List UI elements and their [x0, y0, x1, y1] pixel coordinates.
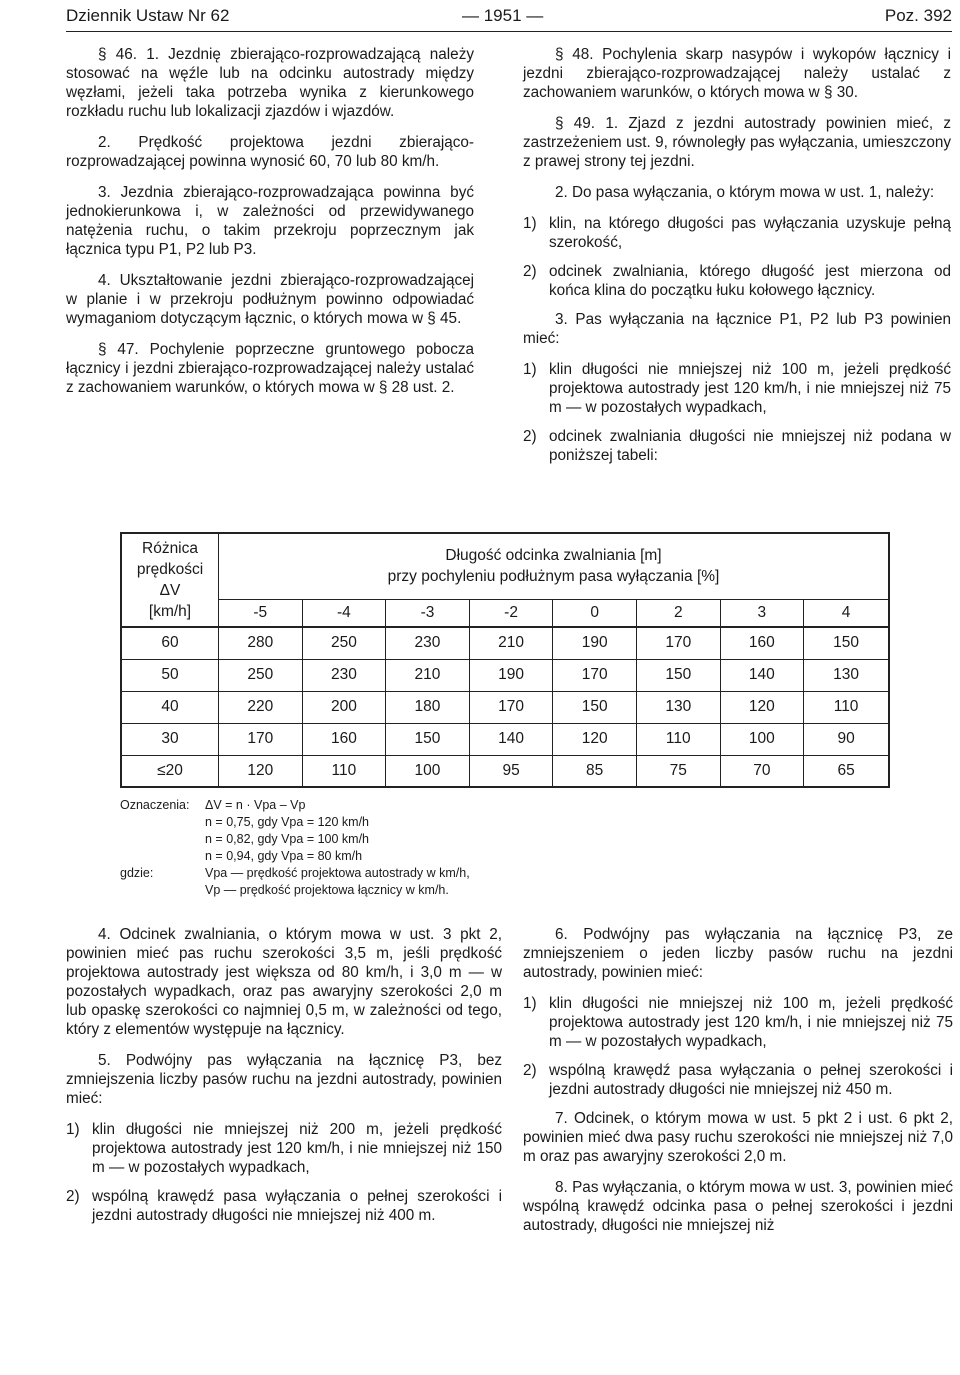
slope-cell: -2 — [469, 599, 553, 627]
list-number: 1) — [523, 995, 537, 1012]
paragraph-49-1: § 49. 1. Zjazd z jezdni autostrady powinien mieć, z zastrzeżeniem ust. 9, równoległy pas wyłączania, umieszczony z prawej strony tej jezdni. — [523, 115, 951, 170]
note-line: Vpa — prędkość projektowa autostrady w km/h, — [205, 866, 470, 880]
slope-header-row — [121, 599, 889, 627]
slope-cell: 0 — [553, 599, 637, 627]
table-cell: 90 — [804, 723, 889, 755]
list-text: wspólną krawędź pasa wyłączania o pełnej szerokości i jezdni autostrady długości nie mniejszej niż 450 m. — [549, 1062, 953, 1098]
page-number: — 1951 — — [462, 6, 544, 25]
table-row — [121, 755, 889, 787]
journal-title: Dziennik Ustaw Nr 62 — [66, 6, 230, 25]
list-text: odcinek zwalniania, którego długość jest mierzona od końca klina do początku łuku kołowego łącznicy. — [549, 263, 951, 299]
list-number: 2) — [523, 263, 537, 280]
page-header — [66, 6, 952, 34]
paragraph-49-4: 4. Odcinek zwalniania, o którym mowa w ust. 3 pkt 2, powinien mieć pas ruchu szerokości 3,5 m, jeśli prędkość projektowa autostrady jest większa od 80 km/h, i 3,0 m — w pozostałych wypadkach, oraz pas awaryjny szerokości 2,0 m lub opaskę szerokości co najmniej 0,5 m, w zależności od tego, który z elementów występuje na łącznicy. — [66, 926, 502, 1038]
table-row — [121, 723, 889, 755]
paragraph-49-6: 6. Podwójny pas wyłączania na łącznicę P3, ze zmniejszeniem o jeden liczby pasów ruchu na jezdni autostrady, powinien mieć: — [523, 926, 953, 981]
table-cell: 170 — [219, 723, 303, 755]
table-cell: 95 — [469, 755, 553, 787]
paragraph-46-1: § 46. 1. Jezdnię zbierająco-rozprowadzającą należy stosować na węźle lub na odcinku autostrady między węzłami, jeżeli taka potrzeba wynika z kierunkowego rozkładu ruchu lub lokalizacji zjazdów i wjazdów. — [66, 46, 474, 120]
table-cell: 140 — [469, 723, 553, 755]
table-row — [121, 627, 889, 659]
paragraph-47: § 47. Pochylenie poprzeczne gruntowego pobocza łącznicy i jezdni zbierająco-rozprowadzającej należy ustalać z zachowaniem warunków, o których mowa w § 28 ust. 2. — [66, 341, 474, 396]
header-line: prędkości — [136, 561, 204, 578]
paragraph-46-2: 2. Prędkość projektowa jezdni zbierająco-rozprowadzającej powinna wynosić 60, 70 lub 80 km/h. — [66, 134, 474, 170]
table-cell: 150 — [804, 627, 889, 659]
table-cell: 40 — [121, 691, 219, 723]
paragraph-46-3: 3. Jezdnia zbierająco-rozprowadzająca powinna być jednokierunkowa i, w zależności od przewidywanego natężenia ruchu, o takim przekroju poprzecznym jak łącznica typu P1, P2 lub P3. — [66, 184, 474, 258]
table-cell: 120 — [720, 691, 804, 723]
table-cell: 110 — [804, 691, 889, 723]
paragraph-46-4: 4. Ukształtowanie jezdni zbierająco-rozprowadzającej w planie i w przekroju podłużnym powinno odpowiadać wymaganiom dotyczącym łącznic, o których mowa w § 45. — [66, 272, 474, 327]
paragraph-49-2: 2. Do pasa wyłączania, o którym mowa w ust. 1, należy: — [555, 184, 935, 201]
slope-cell: -3 — [386, 599, 470, 627]
table-cell: 150 — [636, 659, 720, 691]
list-number: 1) — [523, 215, 537, 232]
table-cell: 200 — [302, 691, 386, 723]
header-line: Długość odcinka zwalniania [m] — [445, 547, 662, 565]
length-header — [219, 533, 890, 599]
table-cell: ≤20 — [121, 755, 219, 787]
list-item — [523, 994, 953, 1051]
list-number: 2) — [66, 1188, 80, 1205]
paragraph-49-3: 3. Pas wyłączania na łącznice P1, P2 lub P3 powinien mieć: — [523, 311, 951, 347]
list-text: klin długości nie mniejszej niż 100 m, jeżeli prędkość projektowa autostrady jest 120 km/h, i nie mniejszej niż 75 m — w pozostałych wypadkach, — [549, 995, 953, 1050]
table-cell: 100 — [386, 755, 470, 787]
where-label: gdzie: — [120, 866, 154, 880]
paragraph-49-7: 7. Odcinek, o którym mowa w ust. 5 pkt 2 i ust. 6 pkt 2, powinien mieć dwa pasy ruchu szerokości nie mniejszej niż 7,0 m oraz pas awaryjny szerokości 2,0 m. — [523, 1110, 953, 1165]
list-text: klin długości nie mniejszej niż 200 m, jeżeli prędkość projektowa autostrady jest 120 km/h, i nie mniejszej niż 150 m — w pozostałych wypadkach, — [92, 1121, 502, 1176]
left-column-top — [66, 45, 474, 409]
notes-label: Oznaczenia: — [120, 798, 190, 812]
table-cell: 140 — [720, 659, 804, 691]
note-line: n = 0,94, gdy Vpa = 80 km/h — [205, 849, 363, 863]
paragraph-49-5: 5. Podwójny pas wyłączania na łącznicę P3, bez zmniejszenia liczby pasów ruchu na jezdni autostrady, powinien mieć: — [66, 1052, 502, 1107]
table-cell: 30 — [121, 723, 219, 755]
table-cell: 190 — [469, 659, 553, 691]
list-text: wspólną krawędź pasa wyłączania o pełnej szerokości i jezdni autostrady długości nie mniejszej niż 400 m. — [92, 1188, 502, 1224]
table-cell: 170 — [553, 659, 637, 691]
list-number: 2) — [523, 428, 537, 445]
list-text: klin długości nie mniejszej niż 100 m, jeżeli prędkość projektowa autostrady jest 120 km/h, i nie mniejszej niż 75 m — w pozostałych wypadkach, — [549, 361, 951, 416]
table-cell: 250 — [219, 659, 303, 691]
slope-cell: 4 — [804, 599, 889, 627]
table-cell: 65 — [804, 755, 889, 787]
table-cell: 230 — [302, 659, 386, 691]
table-cell: 210 — [469, 627, 553, 659]
table-cell: 160 — [720, 627, 804, 659]
table-cell: 150 — [386, 723, 470, 755]
paragraph-48: § 48. Pochylenia skarp nasypów i wykopów łącznicy i jezdni zbierająco-rozprowadzającej należy ustalać z zachowaniem warunków, o których mowa w § 30. — [523, 46, 951, 101]
deceleration-length-table — [120, 532, 890, 788]
list-item — [66, 1120, 502, 1177]
list-item — [523, 262, 951, 300]
table-cell: 60 — [121, 627, 219, 659]
table-cell: 170 — [636, 627, 720, 659]
table-cell: 85 — [553, 755, 637, 787]
header-rule — [66, 31, 952, 32]
note-line: ΔV = n · Vpa – Vp — [205, 798, 306, 812]
table-cell: 160 — [302, 723, 386, 755]
table-cell: 75 — [636, 755, 720, 787]
table-row — [121, 659, 889, 691]
list-number: 2) — [523, 1062, 537, 1079]
table-cell: 100 — [720, 723, 804, 755]
list-item — [523, 1061, 953, 1099]
left-column-bottom — [66, 925, 502, 1235]
header-line: przy pochyleniu podłużnym pasa wyłączania [%] — [387, 568, 720, 586]
note-line: n = 0,75, gdy Vpa = 120 km/h — [205, 815, 370, 829]
table-row — [121, 691, 889, 723]
list-text: odcinek zwalniania długości nie mniejszej niż podana w poniższej tabeli: — [549, 428, 951, 464]
table-cell: 50 — [121, 659, 219, 691]
table-cell: 70 — [720, 755, 804, 787]
list-number: 1) — [66, 1121, 80, 1138]
table-cell: 120 — [219, 755, 303, 787]
table-cell: 110 — [302, 755, 386, 787]
slope-cell: -5 — [219, 599, 303, 627]
position-number: Poz. 392 — [884, 6, 952, 25]
slope-cell: -4 — [302, 599, 386, 627]
table-cell: 210 — [386, 659, 470, 691]
paragraph-49-8: 8. Pas wyłączania, o którym mowa w ust. 3, powinien mieć wspólną krawędź odcinka pasa o pełnej szerokości i jezdni autostrady, długości nie mniejszej niż — [523, 1179, 953, 1234]
list-item — [66, 1187, 502, 1225]
table-cell: 170 — [469, 691, 553, 723]
table-cell: 190 — [553, 627, 637, 659]
speed-difference-header — [121, 533, 219, 627]
header-line: Różnica — [142, 540, 198, 557]
table-cell: 220 — [219, 691, 303, 723]
table-cell: 180 — [386, 691, 470, 723]
table-cell: 120 — [553, 723, 637, 755]
list-item — [523, 360, 951, 417]
header-line: ΔV — [159, 582, 181, 599]
table-cell: 110 — [636, 723, 720, 755]
list-item — [523, 214, 951, 252]
table-cell: 230 — [386, 627, 470, 659]
slope-cell: 2 — [636, 599, 720, 627]
list-item — [523, 427, 951, 465]
list-number: 1) — [523, 361, 537, 378]
right-column-bottom — [523, 925, 953, 1247]
list-text: klin, na którego długości pas wyłączania uzyskuje pełną szerokość, — [549, 215, 951, 251]
slope-cell: 3 — [720, 599, 804, 627]
table-cell: 280 — [219, 627, 303, 659]
note-line: Vp — prędkość projektowa łącznicy w km/h. — [205, 883, 449, 897]
header-line: [km/h] — [148, 603, 192, 620]
table-cell: 250 — [302, 627, 386, 659]
note-line: n = 0,82, gdy Vpa = 100 km/h — [205, 832, 370, 846]
table-cell: 130 — [804, 659, 889, 691]
table-cell: 150 — [553, 691, 637, 723]
right-column-top — [523, 45, 951, 475]
table-cell: 130 — [636, 691, 720, 723]
